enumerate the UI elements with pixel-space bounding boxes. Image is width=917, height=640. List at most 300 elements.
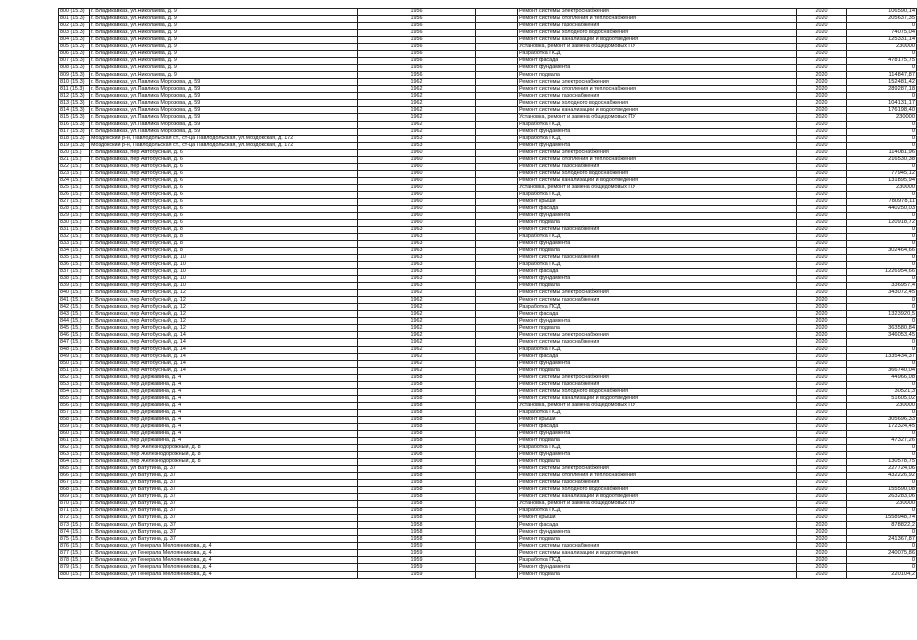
row-number: 860 (15.) — [59, 430, 90, 437]
address-cell: г. Владикавказ, ул Ватутина, д. 37 — [90, 494, 358, 501]
row-number: 834 (15.) — [59, 248, 90, 255]
plan-year-cell: 2020 — [797, 262, 847, 269]
cost-cell: 130578,75 — [847, 459, 917, 466]
work-type-cell: Ремонт подвала — [518, 536, 797, 543]
address-cell: г. Владикавказ, ул.Николаева, д. 9 — [90, 51, 358, 58]
work-type-cell: Ремонт системы газоснабжения — [518, 480, 797, 487]
cost-cell: 74075,04 — [847, 30, 917, 37]
work-type-cell: Разработка ПСД — [518, 557, 797, 564]
table-row — [59, 9, 917, 16]
address-cell: г. Владикавказ, пер Автобусный, д. 14 — [90, 332, 358, 339]
build-year-cell: 1962 — [358, 367, 476, 374]
table-row — [59, 409, 917, 416]
row-number: 877 (15.) — [59, 550, 90, 557]
row-number: 878 (15.) — [59, 557, 90, 564]
empty-cell — [476, 191, 518, 198]
build-year-cell: 1962 — [358, 325, 476, 332]
plan-year-cell: 2020 — [797, 564, 847, 571]
build-year-cell: 1956 — [358, 51, 476, 58]
work-type-cell: Установка, ремонт и замена общедомовых ПУ — [518, 402, 797, 409]
build-year-cell: 1963 — [358, 283, 476, 290]
table-row — [59, 402, 917, 409]
table-row — [59, 395, 917, 402]
work-type-cell: Ремонт системы газоснабжения — [518, 255, 797, 262]
plan-year-cell: 2020 — [797, 332, 847, 339]
build-year-cell: 1959 — [358, 564, 476, 571]
plan-year-cell: 2020 — [797, 480, 847, 487]
work-type-cell: Ремонт системы отопления и теплоснабжения — [518, 86, 797, 93]
address-cell: г. Владикавказ, пер Автобусный, д. 14 — [90, 339, 358, 346]
empty-cell — [476, 93, 518, 100]
build-year-cell: 1958 — [358, 480, 476, 487]
address-cell: г. Владикавказ, ул Генерала Мелоянникова, д. 4 — [90, 543, 358, 550]
address-cell: г. Владикавказ, пер Державина, д. 4 — [90, 423, 358, 430]
table-row — [59, 564, 917, 571]
table-row — [59, 374, 917, 381]
empty-cell — [476, 30, 518, 37]
work-type-cell: Ремонт системы газоснабжения — [518, 543, 797, 550]
plan-year-cell: 2020 — [797, 522, 847, 529]
empty-cell — [476, 318, 518, 325]
table-row — [59, 311, 917, 318]
build-year-cell: 1960 — [358, 149, 476, 156]
row-number: 828 (15.) — [59, 205, 90, 212]
address-cell: г. Владикавказ, пер Державина, д. 4 — [90, 416, 358, 423]
row-number: 821 (15.) — [59, 156, 90, 163]
empty-cell — [476, 114, 518, 121]
build-year-cell: 1958 — [358, 466, 476, 473]
work-type-cell: Ремонт системы канализации и водоотведения — [518, 550, 797, 557]
plan-year-cell: 2020 — [797, 149, 847, 156]
empty-cell — [476, 304, 518, 311]
empty-cell — [476, 536, 518, 543]
build-year-cell: 1962 — [358, 128, 476, 135]
work-type-cell: Разработка ПСД — [518, 304, 797, 311]
address-cell: г. Владикавказ, пер Автобусный, д. 10 — [90, 262, 358, 269]
plan-year-cell: 2020 — [797, 16, 847, 23]
plan-year-cell: 2020 — [797, 51, 847, 58]
empty-cell — [476, 276, 518, 283]
row-number: 871 (15.) — [59, 508, 90, 515]
cost-cell: 114847,87 — [847, 72, 917, 79]
empty-cell — [476, 219, 518, 226]
table-row — [59, 571, 917, 578]
work-type-cell: Разработка ПСД — [518, 262, 797, 269]
empty-cell — [476, 226, 518, 233]
plan-year-cell: 2020 — [797, 212, 847, 219]
build-year-cell: 1959 — [358, 550, 476, 557]
table-row — [59, 107, 917, 114]
table-row — [59, 283, 917, 290]
work-type-cell: Ремонт фундамента — [518, 564, 797, 571]
plan-year-cell: 2020 — [797, 325, 847, 332]
address-cell: г. Владикавказ, ул Ватутина, д. 37 — [90, 536, 358, 543]
work-type-cell: Ремонт системы электроснабжения — [518, 290, 797, 297]
empty-cell — [476, 402, 518, 409]
cost-cell: 336957,4 — [847, 283, 917, 290]
work-type-cell: Ремонт фундамента — [518, 276, 797, 283]
work-type-cell: Ремонт системы электроснабжения — [518, 374, 797, 381]
work-type-cell: Ремонт фундамента — [518, 360, 797, 367]
row-number: 873 (15.) — [59, 522, 90, 529]
work-type-cell: Ремонт системы канализации и водоотведения — [518, 107, 797, 114]
plan-year-cell: 2020 — [797, 515, 847, 522]
address-cell: г. Владикавказ, пер Автобусный, д. 12 — [90, 318, 358, 325]
cost-cell: 0 — [847, 543, 917, 550]
row-number: 850 (15.) — [59, 360, 90, 367]
cost-cell: 47327,26 — [847, 437, 917, 444]
plan-year-cell: 2020 — [797, 381, 847, 388]
cost-cell: 0 — [847, 557, 917, 564]
table-row — [59, 93, 917, 100]
table-row — [59, 121, 917, 128]
address-cell: г. Владикавказ, ул Ватутина, д. 37 — [90, 508, 358, 515]
table-row — [59, 128, 917, 135]
cost-cell: 0 — [847, 163, 917, 170]
row-number: 830 (15.) — [59, 219, 90, 226]
plan-year-cell: 2020 — [797, 529, 847, 536]
empty-cell — [476, 58, 518, 65]
empty-cell — [476, 121, 518, 128]
build-year-cell: 1962 — [358, 297, 476, 304]
cost-cell: 363580,84 — [847, 325, 917, 332]
plan-year-cell: 2020 — [797, 191, 847, 198]
empty-cell — [476, 290, 518, 297]
plan-year-cell: 2020 — [797, 205, 847, 212]
cost-cell: 878822,2 — [847, 522, 917, 529]
empty-cell — [476, 487, 518, 494]
cost-cell: 0 — [847, 65, 917, 72]
address-cell: г. Владикавказ, пер Автобусный, д. 6 — [90, 184, 358, 191]
cost-cell: 289287,18 — [847, 86, 917, 93]
cost-cell: 780978,11 — [847, 198, 917, 205]
plan-year-cell: 2020 — [797, 423, 847, 430]
address-cell: г. Владикавказ, ул Ватутина, д. 37 — [90, 473, 358, 480]
empty-cell — [476, 79, 518, 86]
cost-cell: 230000 — [847, 184, 917, 191]
table-row — [59, 58, 917, 65]
address-cell: г. Владикавказ, пер Автобусный, д. 14 — [90, 346, 358, 353]
address-cell: г. Владикавказ, ул Ватутина, д. 37 — [90, 515, 358, 522]
empty-cell — [476, 325, 518, 332]
build-year-cell: 1958 — [358, 395, 476, 402]
empty-cell — [476, 100, 518, 107]
address-cell: г. Владикавказ, пер Державина, д. 4 — [90, 374, 358, 381]
cost-cell: 0 — [847, 304, 917, 311]
empty-cell — [476, 473, 518, 480]
table-row — [59, 318, 917, 325]
row-number: 848 (15.) — [59, 346, 90, 353]
table-row — [59, 522, 917, 529]
address-cell: г. Владикавказ, пер Автобусный, д. 14 — [90, 367, 358, 374]
row-number: 827 (15.) — [59, 198, 90, 205]
empty-cell — [476, 177, 518, 184]
row-number: 837 (15.) — [59, 269, 90, 276]
build-year-cell: 1962 — [358, 114, 476, 121]
build-year-cell: 1958 — [358, 423, 476, 430]
cost-cell: 0 — [847, 346, 917, 353]
address-cell: г. Владикавказ, ул.Павлика Морозова, д. 59 — [90, 128, 358, 135]
row-number: 852 (15.) — [59, 374, 90, 381]
build-year-cell: 1963 — [358, 248, 476, 255]
work-type-cell: Ремонт подвала — [518, 459, 797, 466]
table-row — [59, 325, 917, 332]
row-number: 823 (15.) — [59, 170, 90, 177]
build-year-cell: 1963 — [358, 269, 476, 276]
row-number: 811 (15.3) — [59, 86, 90, 93]
table-row — [59, 170, 917, 177]
plan-year-cell: 2020 — [797, 226, 847, 233]
address-cell: г. Владикавказ, пер Автобусный, д. 6 — [90, 156, 358, 163]
empty-cell — [476, 65, 518, 72]
build-year-cell: 1958 — [358, 374, 476, 381]
cost-cell: 104131,17 — [847, 100, 917, 107]
work-type-cell: Ремонт системы электроснабжения — [518, 149, 797, 156]
work-type-cell: Ремонт подвала — [518, 72, 797, 79]
cost-cell: 0 — [847, 93, 917, 100]
empty-cell — [476, 332, 518, 339]
empty-cell — [476, 205, 518, 212]
table-row — [59, 381, 917, 388]
address-cell: г. Владикавказ, пер Державина, д. 4 — [90, 381, 358, 388]
address-cell: г. Владикавказ, пер Автобусный, д. 10 — [90, 255, 358, 262]
row-number: 857 (15.) — [59, 409, 90, 416]
build-year-cell: 1963 — [358, 234, 476, 241]
plan-year-cell: 2020 — [797, 234, 847, 241]
address-cell: г. Владикавказ, ул.Павлика Морозова, д. 59 — [90, 100, 358, 107]
empty-cell — [476, 416, 518, 423]
work-type-cell: Ремонт фасада — [518, 58, 797, 65]
cost-cell: 0 — [847, 135, 917, 142]
address-cell: г. Владикавказ, ул Генерала Мелоянникова, д. 4 — [90, 571, 358, 578]
work-type-cell: Ремонт фундамента — [518, 430, 797, 437]
plan-year-cell: 2020 — [797, 494, 847, 501]
plan-year-cell: 2020 — [797, 156, 847, 163]
address-cell: г. Владикавказ, ул.Павлика Морозова, д. 59 — [90, 121, 358, 128]
build-year-cell: 1953 — [358, 142, 476, 149]
cost-cell: 227724,06 — [847, 466, 917, 473]
row-number: 861 (15.) — [59, 437, 90, 444]
cost-cell: 0 — [847, 444, 917, 451]
work-type-cell: Ремонт фундамента — [518, 529, 797, 536]
table-row — [59, 262, 917, 269]
build-year-cell: 1958 — [358, 402, 476, 409]
address-cell: г. Владикавказ, ул.Николаева, д. 9 — [90, 16, 358, 23]
row-number: 858 (15.) — [59, 416, 90, 423]
empty-cell — [476, 374, 518, 381]
cost-cell: 230000 — [847, 402, 917, 409]
empty-cell — [476, 451, 518, 458]
row-number: 805 (15.3) — [59, 44, 90, 51]
row-number: 824 (15.) — [59, 177, 90, 184]
address-cell: г. Владикавказ, пер Автобусный, д. 6 — [90, 177, 358, 184]
build-year-cell: 1958 — [358, 487, 476, 494]
build-year-cell: 1962 — [358, 339, 476, 346]
empty-cell — [476, 184, 518, 191]
address-cell: Моздокский р-н, Павлодольская ст., ст-ца Павлодольская, ул.Моздокская, д. 172 — [90, 142, 358, 149]
cost-cell: 0 — [847, 255, 917, 262]
table-row — [59, 557, 917, 564]
table-row — [59, 304, 917, 311]
work-type-cell: Ремонт фундамента — [518, 65, 797, 72]
row-number: 866 (15.) — [59, 473, 90, 480]
empty-cell — [476, 163, 518, 170]
cost-cell: 205637,35 — [847, 16, 917, 23]
address-cell: г. Владикавказ, ул.Павлика Морозова, д. 59 — [90, 107, 358, 114]
cost-cell: 152481,42 — [847, 79, 917, 86]
cost-cell: 0 — [847, 360, 917, 367]
row-number: 842 (15.) — [59, 304, 90, 311]
empty-cell — [476, 339, 518, 346]
work-type-cell: Ремонт системы электроснабжения — [518, 332, 797, 339]
empty-cell — [476, 198, 518, 205]
cost-cell: 432226,92 — [847, 473, 917, 480]
empty-cell — [476, 255, 518, 262]
work-type-cell: Ремонт системы канализации и водоотведения — [518, 177, 797, 184]
empty-cell — [476, 37, 518, 44]
build-year-cell: 1960 — [358, 191, 476, 198]
plan-year-cell: 2020 — [797, 550, 847, 557]
build-year-cell: 1962 — [358, 79, 476, 86]
work-type-cell: Ремонт фундамента — [518, 451, 797, 458]
build-year-cell: 1958 — [358, 536, 476, 543]
row-number: 879 (15.) — [59, 564, 90, 571]
work-type-cell: Ремонт системы газоснабжения — [518, 163, 797, 170]
row-number: 867 (15.) — [59, 480, 90, 487]
cost-cell: 172324,45 — [847, 423, 917, 430]
table-row — [59, 423, 917, 430]
work-type-cell: Ремонт подвала — [518, 437, 797, 444]
address-cell: г. Владикавказ, пер Автобусный, д. 8 — [90, 226, 358, 233]
build-year-cell: 1960 — [358, 198, 476, 205]
address-cell: г. Владикавказ, пер Державина, д. 4 — [90, 395, 358, 402]
build-year-cell: 1963 — [358, 241, 476, 248]
address-cell: г. Владикавказ, пер Автобусный, д. 12 — [90, 290, 358, 297]
work-type-cell: Ремонт подвала — [518, 248, 797, 255]
table-row — [59, 543, 917, 550]
work-type-cell: Ремонт системы электроснабжения — [518, 9, 797, 16]
empty-cell — [476, 212, 518, 219]
address-cell: г. Владикавказ, пер Автобусный, д. 12 — [90, 297, 358, 304]
work-type-cell: Ремонт системы отопления и теплоснабжения — [518, 16, 797, 23]
work-type-cell: Разработка ПСД — [518, 444, 797, 451]
build-year-cell: 1959 — [358, 543, 476, 550]
row-number: 812 (15.3) — [59, 93, 90, 100]
table-row — [59, 16, 917, 23]
build-year-cell: 1956 — [358, 72, 476, 79]
address-cell: г. Владикавказ, ул.Николаева, д. 9 — [90, 23, 358, 30]
plan-year-cell: 2020 — [797, 135, 847, 142]
table-row — [59, 515, 917, 522]
empty-cell — [476, 564, 518, 571]
build-year-cell: 1962 — [358, 304, 476, 311]
address-cell: г. Владикавказ, ул.Павлика Морозова, д. 59 — [90, 79, 358, 86]
cost-cell: 478175,75 — [847, 58, 917, 65]
table-row — [59, 86, 917, 93]
build-year-cell: 1960 — [358, 184, 476, 191]
work-type-cell: Ремонт системы холодного водоснабжения — [518, 100, 797, 107]
work-type-cell: Ремонт системы холодного водоснабжения — [518, 30, 797, 37]
table-row — [59, 501, 917, 508]
build-year-cell: 1960 — [358, 170, 476, 177]
cost-cell: 0 — [847, 191, 917, 198]
plan-year-cell: 2020 — [797, 86, 847, 93]
empty-cell — [476, 437, 518, 444]
empty-cell — [476, 430, 518, 437]
cost-cell: 346053,45 — [847, 332, 917, 339]
address-cell: г. Владикавказ, ул Ватутина, д. 37 — [90, 466, 358, 473]
work-type-cell: Разработка ПСД — [518, 191, 797, 198]
table-row — [59, 205, 917, 212]
plan-year-cell: 2020 — [797, 402, 847, 409]
build-year-cell: 1958 — [358, 515, 476, 522]
build-year-cell: 1953 — [358, 135, 476, 142]
address-cell: г. Владикавказ, ул Ватутина, д. 37 — [90, 487, 358, 494]
cost-cell: 0 — [847, 142, 917, 149]
work-type-cell: Ремонт системы канализации и водоотведения — [518, 494, 797, 501]
work-type-cell: Ремонт фасада — [518, 205, 797, 212]
cost-cell: 216530,38 — [847, 156, 917, 163]
empty-cell — [476, 156, 518, 163]
build-year-cell: 1958 — [358, 501, 476, 508]
table-row — [59, 339, 917, 346]
plan-year-cell: 2020 — [797, 283, 847, 290]
build-year-cell: 1962 — [358, 311, 476, 318]
work-type-cell: Ремонт системы канализации и водоотведения — [518, 37, 797, 44]
plan-year-cell: 2020 — [797, 473, 847, 480]
empty-cell — [476, 170, 518, 177]
work-type-cell: Ремонт системы электроснабжения — [518, 79, 797, 86]
build-year-cell: 1956 — [358, 65, 476, 72]
work-type-cell: Разработка ПСД — [518, 409, 797, 416]
address-cell: г. Владикавказ, пер Автобусный, д. 6 — [90, 219, 358, 226]
cost-cell: 1323920,5 — [847, 311, 917, 318]
table-row — [59, 219, 917, 226]
empty-cell — [476, 128, 518, 135]
cost-cell: 240075,86 — [847, 550, 917, 557]
empty-cell — [476, 494, 518, 501]
build-year-cell: 1908 — [358, 444, 476, 451]
row-number: 810 (15.3) — [59, 79, 90, 86]
plan-year-cell: 2020 — [797, 276, 847, 283]
table-row — [59, 269, 917, 276]
address-cell: г. Владикавказ, пер Автобусный, д. 12 — [90, 325, 358, 332]
row-number: 870 (15.) — [59, 501, 90, 508]
empty-cell — [476, 311, 518, 318]
address-cell: г. Владикавказ, пер Автобусный, д. 6 — [90, 163, 358, 170]
empty-cell — [476, 269, 518, 276]
empty-cell — [476, 107, 518, 114]
address-cell: г. Владикавказ, пер Державина, д. 4 — [90, 402, 358, 409]
build-year-cell: 1960 — [358, 163, 476, 170]
build-year-cell: 1956 — [358, 9, 476, 16]
table-row — [59, 30, 917, 37]
build-year-cell: 1959 — [358, 571, 476, 578]
row-number: 845 (15.) — [59, 325, 90, 332]
address-cell: г. Владикавказ, ул.Павлика Морозова, д. 59 — [90, 86, 358, 93]
table-row — [59, 23, 917, 30]
address-cell: г. Владикавказ, ул Ватутина, д. 37 — [90, 501, 358, 508]
build-year-cell: 1962 — [358, 360, 476, 367]
build-year-cell: 1963 — [358, 226, 476, 233]
work-type-cell: Ремонт подвала — [518, 571, 797, 578]
address-cell: г. Владикавказ, пер Автобусный, д. 6 — [90, 149, 358, 156]
row-number: 839 (15.) — [59, 283, 90, 290]
plan-year-cell: 2020 — [797, 395, 847, 402]
empty-cell — [476, 381, 518, 388]
work-type-cell: Ремонт фундамента — [518, 241, 797, 248]
table-row — [59, 184, 917, 191]
